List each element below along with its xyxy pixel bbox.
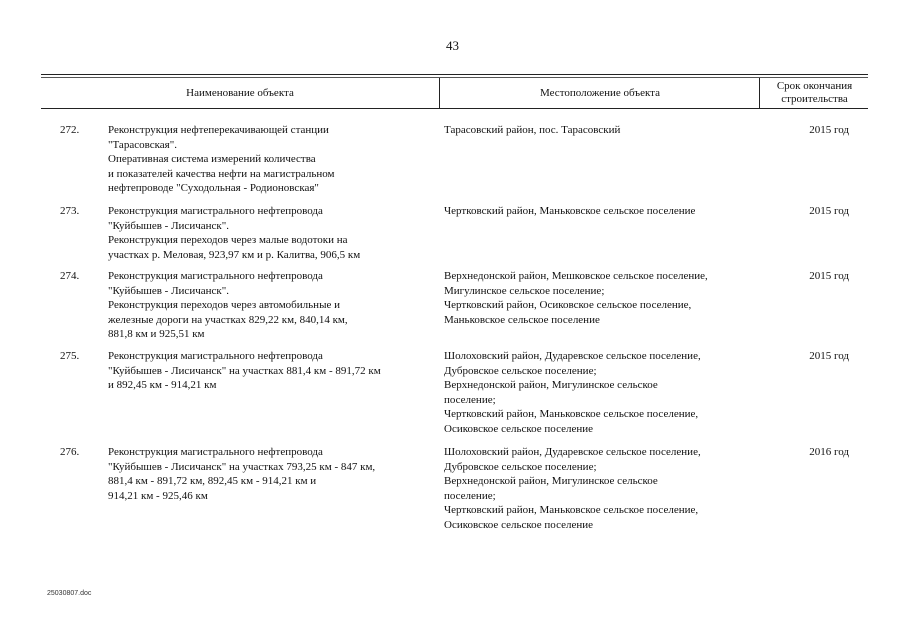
object-location: Чертковский район, Маньковское сельское поселение bbox=[444, 205, 696, 217]
object-location: Шолоховский район, Дударевское сельское поселение, Дубровское сельское поселение; Верхнедонской район, Мигулинское сельское поселение; Чертковский район, Маньковское сельское поселение, Осиковское сельское поселение bbox=[444, 350, 701, 435]
object-name: Реконструкция магистрального нефтепровода "Куйбышев - Лисичанск". Реконструкция переходов через автомобильные и железные дороги на участках 829,22 км, 840,14 км, 881,8 км и 925,51 км bbox=[108, 270, 348, 340]
object-name: Реконструкция нефтеперекачивающей станции "Тарасовская". Оперативная система измерений количества и показателей качества нефти на магистральном нефтепроводе "Суходольная - Родионовская" bbox=[108, 124, 335, 194]
document-footer-code: 25030807.doc bbox=[47, 590, 92, 597]
object-name: Реконструкция магистрального нефтепровода "Куйбышев - Лисичанск" на участках 793,25 км - 847 км, 881,4 км - 891,72 км, 892,45 км - 914,21 км и 914,21 км - 925,46 км bbox=[108, 446, 376, 502]
completion-year: 2015 год bbox=[809, 270, 849, 282]
table-header bbox=[41, 78, 868, 109]
row-number: 272. bbox=[60, 124, 80, 136]
object-name: Реконструкция магистрального нефтепровода "Куйбышев - Лисичанск" на участках 881,4 км - 891,72 км и 892,45 км - 914,21 км bbox=[108, 350, 381, 391]
table-top-rule bbox=[41, 74, 868, 75]
object-name: Реконструкция магистрального нефтепровода "Куйбышев - Лисичанск". Реконструкция переходов через малые водотоки на участках р. Меловая, 923,97 км и р. Калитва, 906,5 км bbox=[108, 205, 361, 261]
row-number: 275. bbox=[60, 350, 80, 362]
header-name: Наименование объекта bbox=[186, 86, 294, 99]
completion-year: 2015 год bbox=[809, 124, 849, 136]
completion-year: 2016 год bbox=[809, 446, 849, 458]
object-location: Тарасовский район, пос. Тарасовский bbox=[444, 124, 621, 136]
completion-year: 2015 год bbox=[809, 350, 849, 362]
page-number: 43 bbox=[446, 38, 459, 53]
object-location: Шолоховский район, Дударевское сельское поселение, Дубровское сельское поселение; Верхнедонской район, Мигулинское сельское поселение; Чертковский район, Маньковское сельское поселение, Осиковское сельское поселение bbox=[444, 446, 701, 531]
header-deadline: Срок окончания строительства bbox=[759, 78, 869, 108]
row-number: 276. bbox=[60, 446, 80, 458]
object-location: Верхнедонской район, Мешковское сельское поселение, Мигулинское сельское поселение; Чертковский район, Осиковское сельское поселение, Маньковское сельское поселение bbox=[444, 270, 708, 326]
row-number: 273. bbox=[60, 205, 80, 217]
completion-year: 2015 год bbox=[809, 205, 849, 217]
row-number: 274. bbox=[60, 270, 80, 282]
header-location: Местоположение объекта bbox=[439, 78, 760, 108]
